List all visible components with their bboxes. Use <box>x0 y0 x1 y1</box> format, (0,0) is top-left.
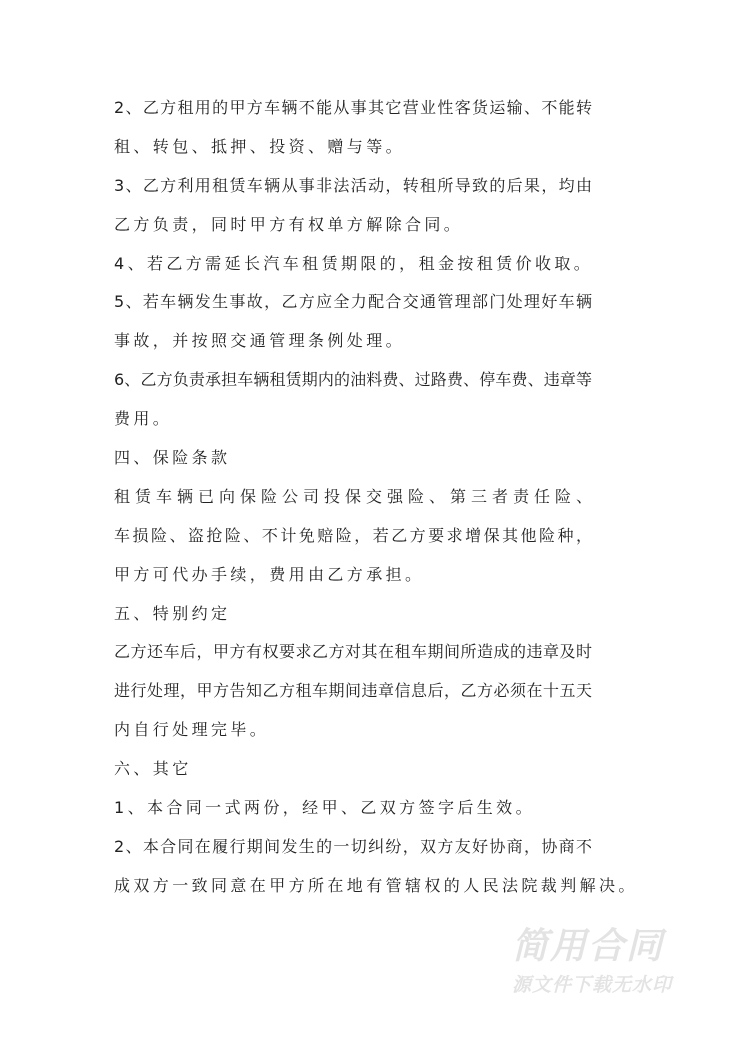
clause-line: 3、乙方利用租赁车辆从事非法活动，转租所导致的后果，均由 <box>114 175 592 195</box>
clause-line: 乙方负责，同时甲方有权单方解除合同。 <box>114 214 464 234</box>
clause-line: 4、若乙方需延长汽车租赁期限的，租金按租赁价收取。 <box>114 253 594 273</box>
clause-line: 事故，并按照交通管理条例处理。 <box>114 331 406 351</box>
clause-line: 租、转包、抵押、投资、赠与等。 <box>114 136 406 156</box>
watermark-subtitle: 源文件下载无水印 <box>512 974 673 996</box>
clause-line: 车损险、盗抢险、不计免赔险，若乙方要求增保其他险种， <box>114 525 592 545</box>
clause-line: 租赁车辆已向保险公司投保交强险、第三者责任险、 <box>114 486 592 506</box>
clause-line: 内自行处理完毕。 <box>114 720 270 740</box>
clause-line: 进行处理，甲方告知乙方租车期间违章信息后，乙方必须在十五天 <box>114 681 592 701</box>
clause-line: 5、若车辆发生事故，乙方应全力配合交通管理部门处理好车辆 <box>114 292 592 312</box>
clause-line: 费用。 <box>114 409 173 429</box>
clause-line: 成双方一致同意在甲方所在地有管辖权的人民法院裁判解决。 <box>114 875 638 895</box>
clause-line: 2、本合同在履行期间发生的一切纠纷，双方友好协商，协商不 <box>114 836 592 856</box>
clause-line: 乙方还车后，甲方有权要求乙方对其在租车期间所造成的违章及时 <box>114 642 592 662</box>
section-heading: 五、特别约定 <box>114 603 231 623</box>
watermark-title: 简用合同 <box>512 926 665 967</box>
clause-line: 1、本合同一式两份，经甲、乙双方签字后生效。 <box>114 798 535 818</box>
clause-line: 2、乙方租用的甲方车辆不能从事其它营业性客货运输、不能转 <box>114 98 592 117</box>
clause-line: 6、乙方负责承担车辆租赁期内的油料费、过路费、停车费、违章等 <box>114 370 592 390</box>
document-body <box>114 96 638 913</box>
section-heading: 四、保险条款 <box>114 448 231 468</box>
clause-line: 甲方可代办手续，费用由乙方承担。 <box>114 564 425 584</box>
section-heading: 六、其它 <box>114 759 192 779</box>
